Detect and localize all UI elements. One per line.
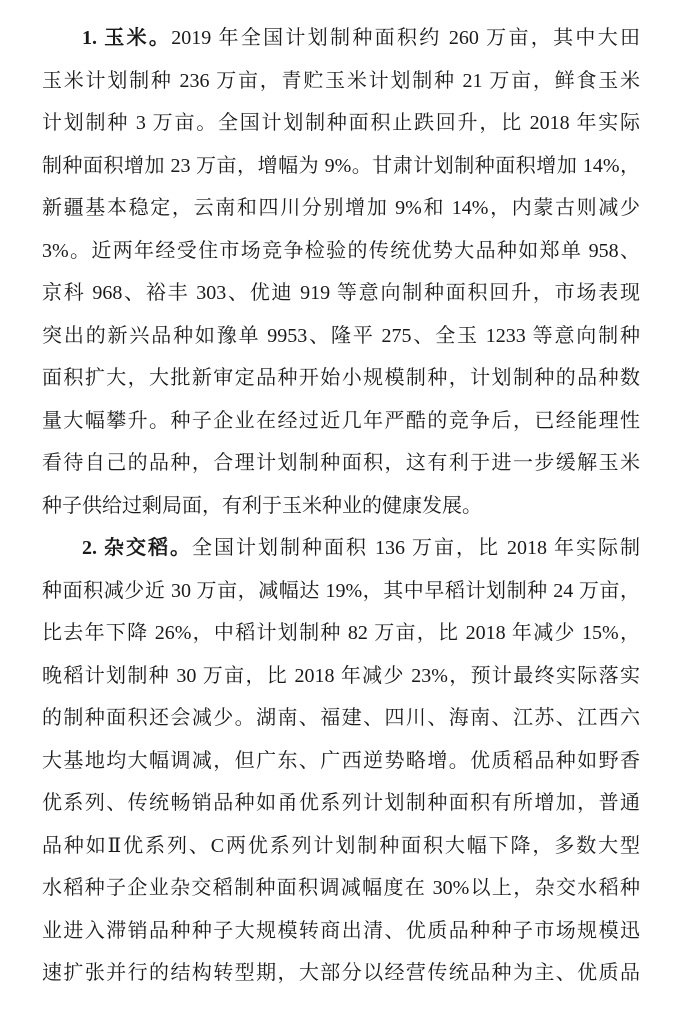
text-line (42, 655, 640, 698)
line-text: 速扩张并行的结构转型期，大部分以经营传统品种为主、优质品 (42, 962, 640, 984)
line-text: 优系列、传统畅销品种如甬优系列计划制种面积有所增加，普通 (42, 792, 640, 814)
line-text: 2019 年全国计划制种面积约 260 万亩，其中大田 (171, 27, 640, 49)
line-text: 新疆基本稳定，云南和四川分别增加 9%和 14%，内蒙古则减少 (42, 197, 640, 219)
text-line (42, 910, 640, 953)
text-line (42, 315, 640, 358)
line-text: 制种面积增加 23 万亩，增幅为 9%。甘肃计划制种面积增加 14%， (42, 154, 640, 177)
line-text: 晚稻计划制种 30 万亩，比 2018 年减少 23%，预计最终实际落实 (42, 664, 640, 687)
line-text: 玉米计划制种 236 万亩，青贮玉米计划制种 21 万亩，鲜食玉米 (42, 69, 640, 92)
text-line (42, 187, 640, 230)
text-line (42, 485, 640, 528)
text-line (42, 782, 640, 825)
text-line (42, 952, 640, 995)
line-text: 水稻种子企业杂交稻制种面积调减幅度在 30%以上，杂交水稻种 (42, 877, 640, 899)
text-line (42, 867, 640, 910)
line-text: 突出的新兴品种如豫单 9953、隆平 275、全玉 1233 等意向制种 (42, 324, 640, 347)
text-line (42, 442, 640, 485)
text-line (42, 102, 640, 145)
text-line (42, 825, 640, 868)
text-line (42, 612, 640, 655)
line-text: 量大幅攀升。种子企业在经过近几年严酷的竞争后，已经能理性 (42, 409, 640, 432)
document-body (42, 17, 640, 995)
line-text: 京科 968、裕丰 303、优迪 919 等意向制种面积回升，市场表现 (42, 282, 640, 304)
text-line (42, 17, 640, 60)
text-line (42, 697, 640, 740)
line-text: 计划制种 3 万亩。全国计划制种面积止跌回升，比 2018 年实际 (42, 112, 640, 134)
text-line (42, 357, 640, 400)
paragraph-heading: 1. 玉米。 (82, 27, 172, 49)
line-text: 品种如Ⅱ优系列、C两优系列计划制种面积大幅下降，多数大型 (42, 834, 640, 857)
text-line (42, 230, 640, 273)
text-line (42, 570, 640, 613)
line-text: 面积扩大，大批新审定品种开始小规模制种，计划制种的品种数 (42, 367, 640, 389)
line-text: 大基地均大幅调减，但广东、广西逆势略增。优质稻品种如野香 (42, 749, 640, 772)
line-text: 的制种面积还会减少。湖南、福建、四川、海南、江苏、江西六 (42, 707, 640, 729)
paragraph-heading: 2. 杂交稻。 (82, 537, 192, 559)
line-text: 业进入滞销品种种子大规模转商出清、优质品种种子市场规模迅 (42, 919, 640, 942)
text-line (42, 400, 640, 443)
text-line (42, 740, 640, 783)
line-text: 看待自己的品种，合理计划制种面积，这有利于进一步缓解玉米 (42, 452, 640, 474)
line-text: 全国计划制种面积 136 万亩，比 2018 年实际制 (192, 537, 640, 559)
text-line (42, 527, 640, 570)
line-text: 种子供给过剩局面，有利于玉米种业的健康发展。 (42, 494, 482, 517)
line-text: 比去年下降 26%，中稻计划制种 82 万亩，比 2018 年减少 15%， (42, 622, 640, 644)
line-text: 种面积减少近 30 万亩，减幅达 19%，其中早稻计划制种 24 万亩， (42, 579, 640, 602)
line-text: 3%。近两年经受住市场竞争检验的传统优势大品种如郑单 958、 (42, 239, 640, 262)
text-line (42, 272, 640, 315)
text-line (42, 145, 640, 188)
text-line (42, 60, 640, 103)
